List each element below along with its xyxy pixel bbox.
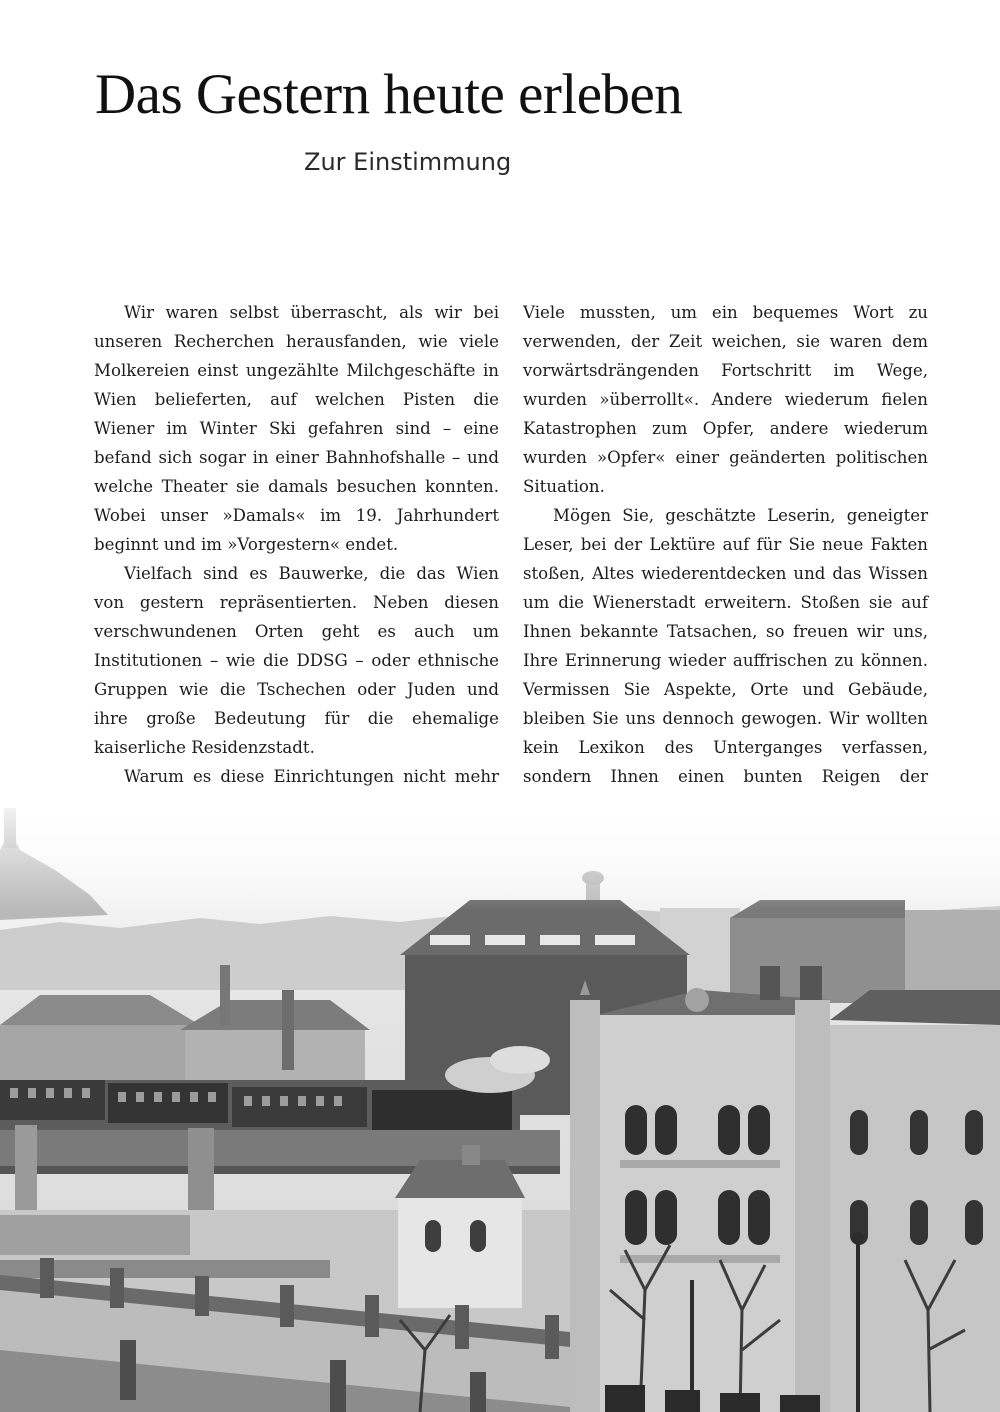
text-column-right	[523, 298, 928, 820]
paragraph: Warum es diese Einrichtungen nicht mehr	[124, 767, 499, 786]
text-column-left	[94, 298, 499, 849]
paragraph: Vielfach sind es Bauwerke, die das Wien von gestern repräsentierten. Neben diesen verschwundenen Orten geht es auch um Institutionen – wie die DDSG – oder ethnische Gruppen wie die Tschechen oder Juden und ihre große Bedeutung für die ehemalige kaiserliche Residenzstadt.	[94, 564, 499, 757]
paragraph: Mögen Sie, geschätzte Leserin, geneigter Leser, bei der Lektüre auf für Sie neue Fakten stoßen, Altes wiederentdecken und das Wissen um die Wienerstadt erweitern. Stoßen sie auf Ihnen bekannte Tatsachen, so freuen wir uns, Ihre Erinnerung wieder auffrischen zu können. Vermissen Sie Aspekte, Orte und Gebäude, bleiben Sie uns dennoch gewogen. Wir wollten kein Lexikon des Unterganges verfassen, sondern Ihnen einen bunten Reigen der	[523, 506, 928, 786]
page-title: Das Gestern heute erleben	[95, 63, 683, 126]
historic-station-photo	[0, 790, 1000, 1412]
paragraph: Wir waren selbst überrascht, als wir bei unseren Recherchen herausfanden, wie viele Molkereien einst ungezählte Milchgeschäfte in Wien belieferten, auf welchen Pisten die Wiener im Winter Ski gefahren sind – eine befand sich sogar in einer Bahnhofshalle – und welche Theater sie damals besuchen konnten. Wobei unser »Damals« im 19. Jahrhundert beginnt und im »Vorgestern« endet.	[94, 303, 499, 554]
page-subtitle: Zur Einstimmung	[304, 148, 512, 176]
paragraph: Viele mussten, um ein bequemes Wort zu verwenden, der Zeit weichen, sie waren dem vorwärtsdrängenden Fortschritt im Wege, wurden »überrollt«. Andere wiederum fielen Katastrophen zum Opfer, andere wiederum wurden »Opfer« einer geänderten politischen Situation.	[523, 303, 928, 496]
